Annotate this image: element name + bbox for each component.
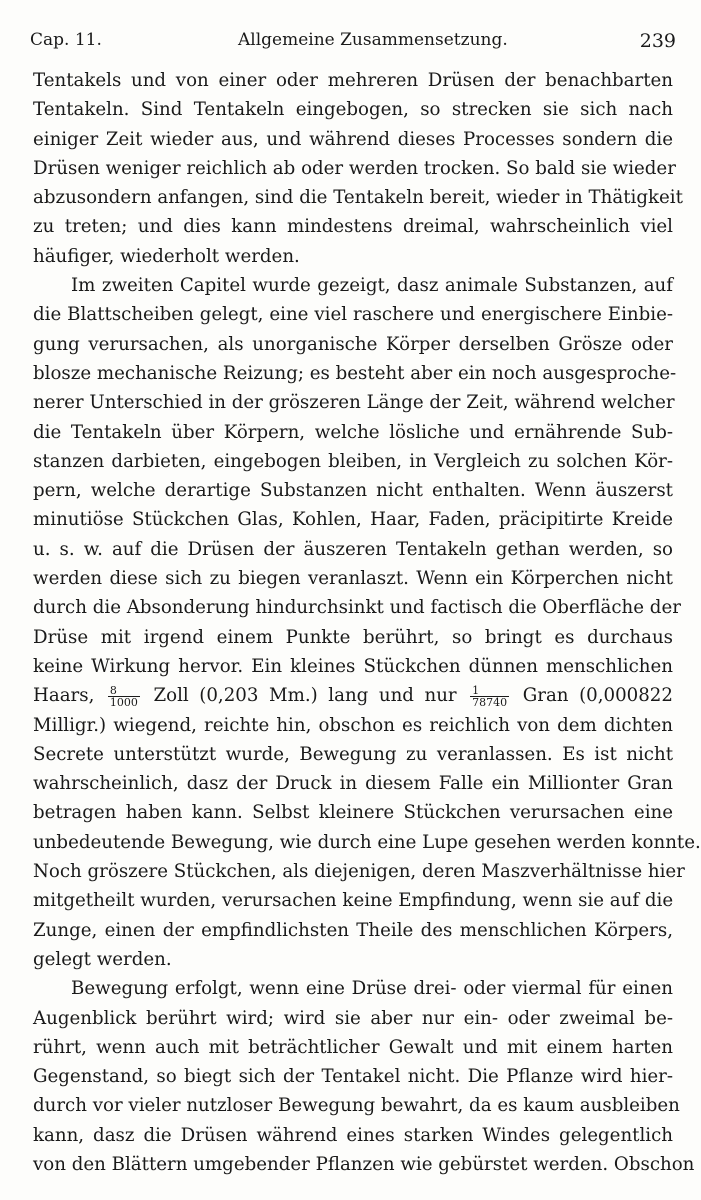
fraction-numerator: 1 [470,685,509,697]
text-line: die Blattscheiben gelegt, eine viel raschere und energischere Einbie- [33,304,673,326]
text-line: stanzen darbieten, eingebogen bleiben, in Vergleich zu solchen Kör- [33,450,673,472]
text-line: Zunge, einen der empfindlichsten Theile des menschlichen Körpers, [33,919,673,941]
text-line: durch vor vieler nutzloser Bewegung bewahrt, da es kaum ausbleiben [33,1095,680,1117]
text-line: rührt, wenn auch mit beträchtlicher Gewalt und mit einem harten [33,1036,673,1058]
text-line: von den Blättern umgebender Pflanzen wie gebürstet werden. Obschon [33,1153,695,1175]
text-line: Secrete unterstützt wurde, Bewegung zu veranlassen. Es ist nicht [33,743,673,765]
chapter-label: Cap. 11. [30,30,102,50]
page-body-text [33,66,701,1179]
text-line: abzusondern anfangen, sind die Tentakeln bereit, wieder in Thätigkeit [33,187,683,209]
text-line: häufiger, wiederholt werden. [33,245,300,267]
text-line: gung verursachen, als unorganische Körper derselben Grösze oder [33,333,673,355]
text-line: Augenblick berührt wird; wird sie aber nur ein- oder zweimal be- [33,1007,673,1029]
text-line: Gegenstand, so biegt sich der Tentakel nicht. Die Pflanze wird hier- [33,1066,673,1088]
text-line: zu treten; und dies kann mindestens dreimal, wahrscheinlich viel [33,216,673,238]
fraction-denominator: 1000 [109,696,138,710]
fraction-numerator: 8 [108,685,140,697]
fraction-grain [470,685,509,708]
text-line: betragen haben kann. Selbst kleinere Stückchen verursachen eine [33,802,673,824]
text-line: wahrscheinlich, dasz der Druck in diesem Falle ein Millionter Gran [33,773,673,795]
text-line: minutiöse Stückchen Glas, Kohlen, Haar, Faden, präcipitirte Kreide [33,509,673,531]
page-number: 239 [639,30,676,52]
text-line: Bewegung erfolgt, wenn eine Drüse drei- oder viermal für einen [71,978,673,1000]
text-line: Drüse mit irgend einem Punkte berührt, so bringt es durchaus [33,626,673,648]
text-line: Tentakeln. Sind Tentakeln eingebogen, so strecken sie sich nach [33,99,673,121]
text-line: keine Wirkung hervor. Ein kleines Stückchen dünnen menschlichen [33,655,673,677]
text-line: Tentakels und von einer oder mehreren Drüsen der benachbarten [33,70,673,91]
text-line: gelegt werden. [33,948,172,970]
fraction-text-line [33,681,673,710]
text-line: pern, welche derartige Substanzen nicht enthalten. Wenn äuszerst [33,480,673,502]
fraction-denominator: 78740 [472,696,508,710]
fraction-eight-thousandths [108,685,140,708]
text-line: u. s. w. auf die Drüsen der äuszeren Tentakeln gethan werden, so [33,538,673,560]
text-line: nerer Unterschied in der gröszeren Länge der Zeit, während welcher [33,392,675,414]
fraction-line-part-3: Gran (0,000822 [522,685,673,707]
text-line: Drüsen weniger reichlich ab oder werden trocken. So bald sie wieder [33,157,676,179]
text-line: werden diese sich zu biegen veranlaszt. Wenn ein Körperchen nicht [33,568,673,590]
text-line: durch die Absonderung hindurchsinkt und factisch die Oberfläche der [33,597,681,619]
text-line: kann, dasz die Drüsen während eines starken Windes gelegentlich [33,1124,673,1146]
text-line: mitgetheilt wurden, verursachen keine Empfindung, wenn sie auf die [33,890,674,912]
running-header [30,30,676,54]
text-line: Im zweiten Capitel wurde gezeigt, dasz animale Substanzen, auf [71,275,673,297]
fraction-line-part-2: Zoll (0,203 Mm.) lang und nur [153,685,457,707]
fraction-line-part-1: Haars, [33,685,95,707]
text-line: blosze mechanische Reizung; es besteht aber ein noch ausgesproche- [33,362,677,384]
text-line: einiger Zeit wieder aus, und während dieses Processes sondern die [33,128,673,150]
text-line: Milligr.) wiegend, reichte hin, obschon es reichlich von dem dichten [33,714,673,736]
text-line: die Tentakeln über Körpern, welche lösliche und ernährende Sub- [33,421,673,443]
running-title: Allgemeine Zusammensetzung. [238,30,508,50]
text-line: unbedeutende Bewegung, wie durch eine Lupe gesehen werden konnte. [33,831,701,853]
text-line: Noch gröszere Stückchen, als diejenigen, deren Maszverhältnisse hier [33,861,685,883]
